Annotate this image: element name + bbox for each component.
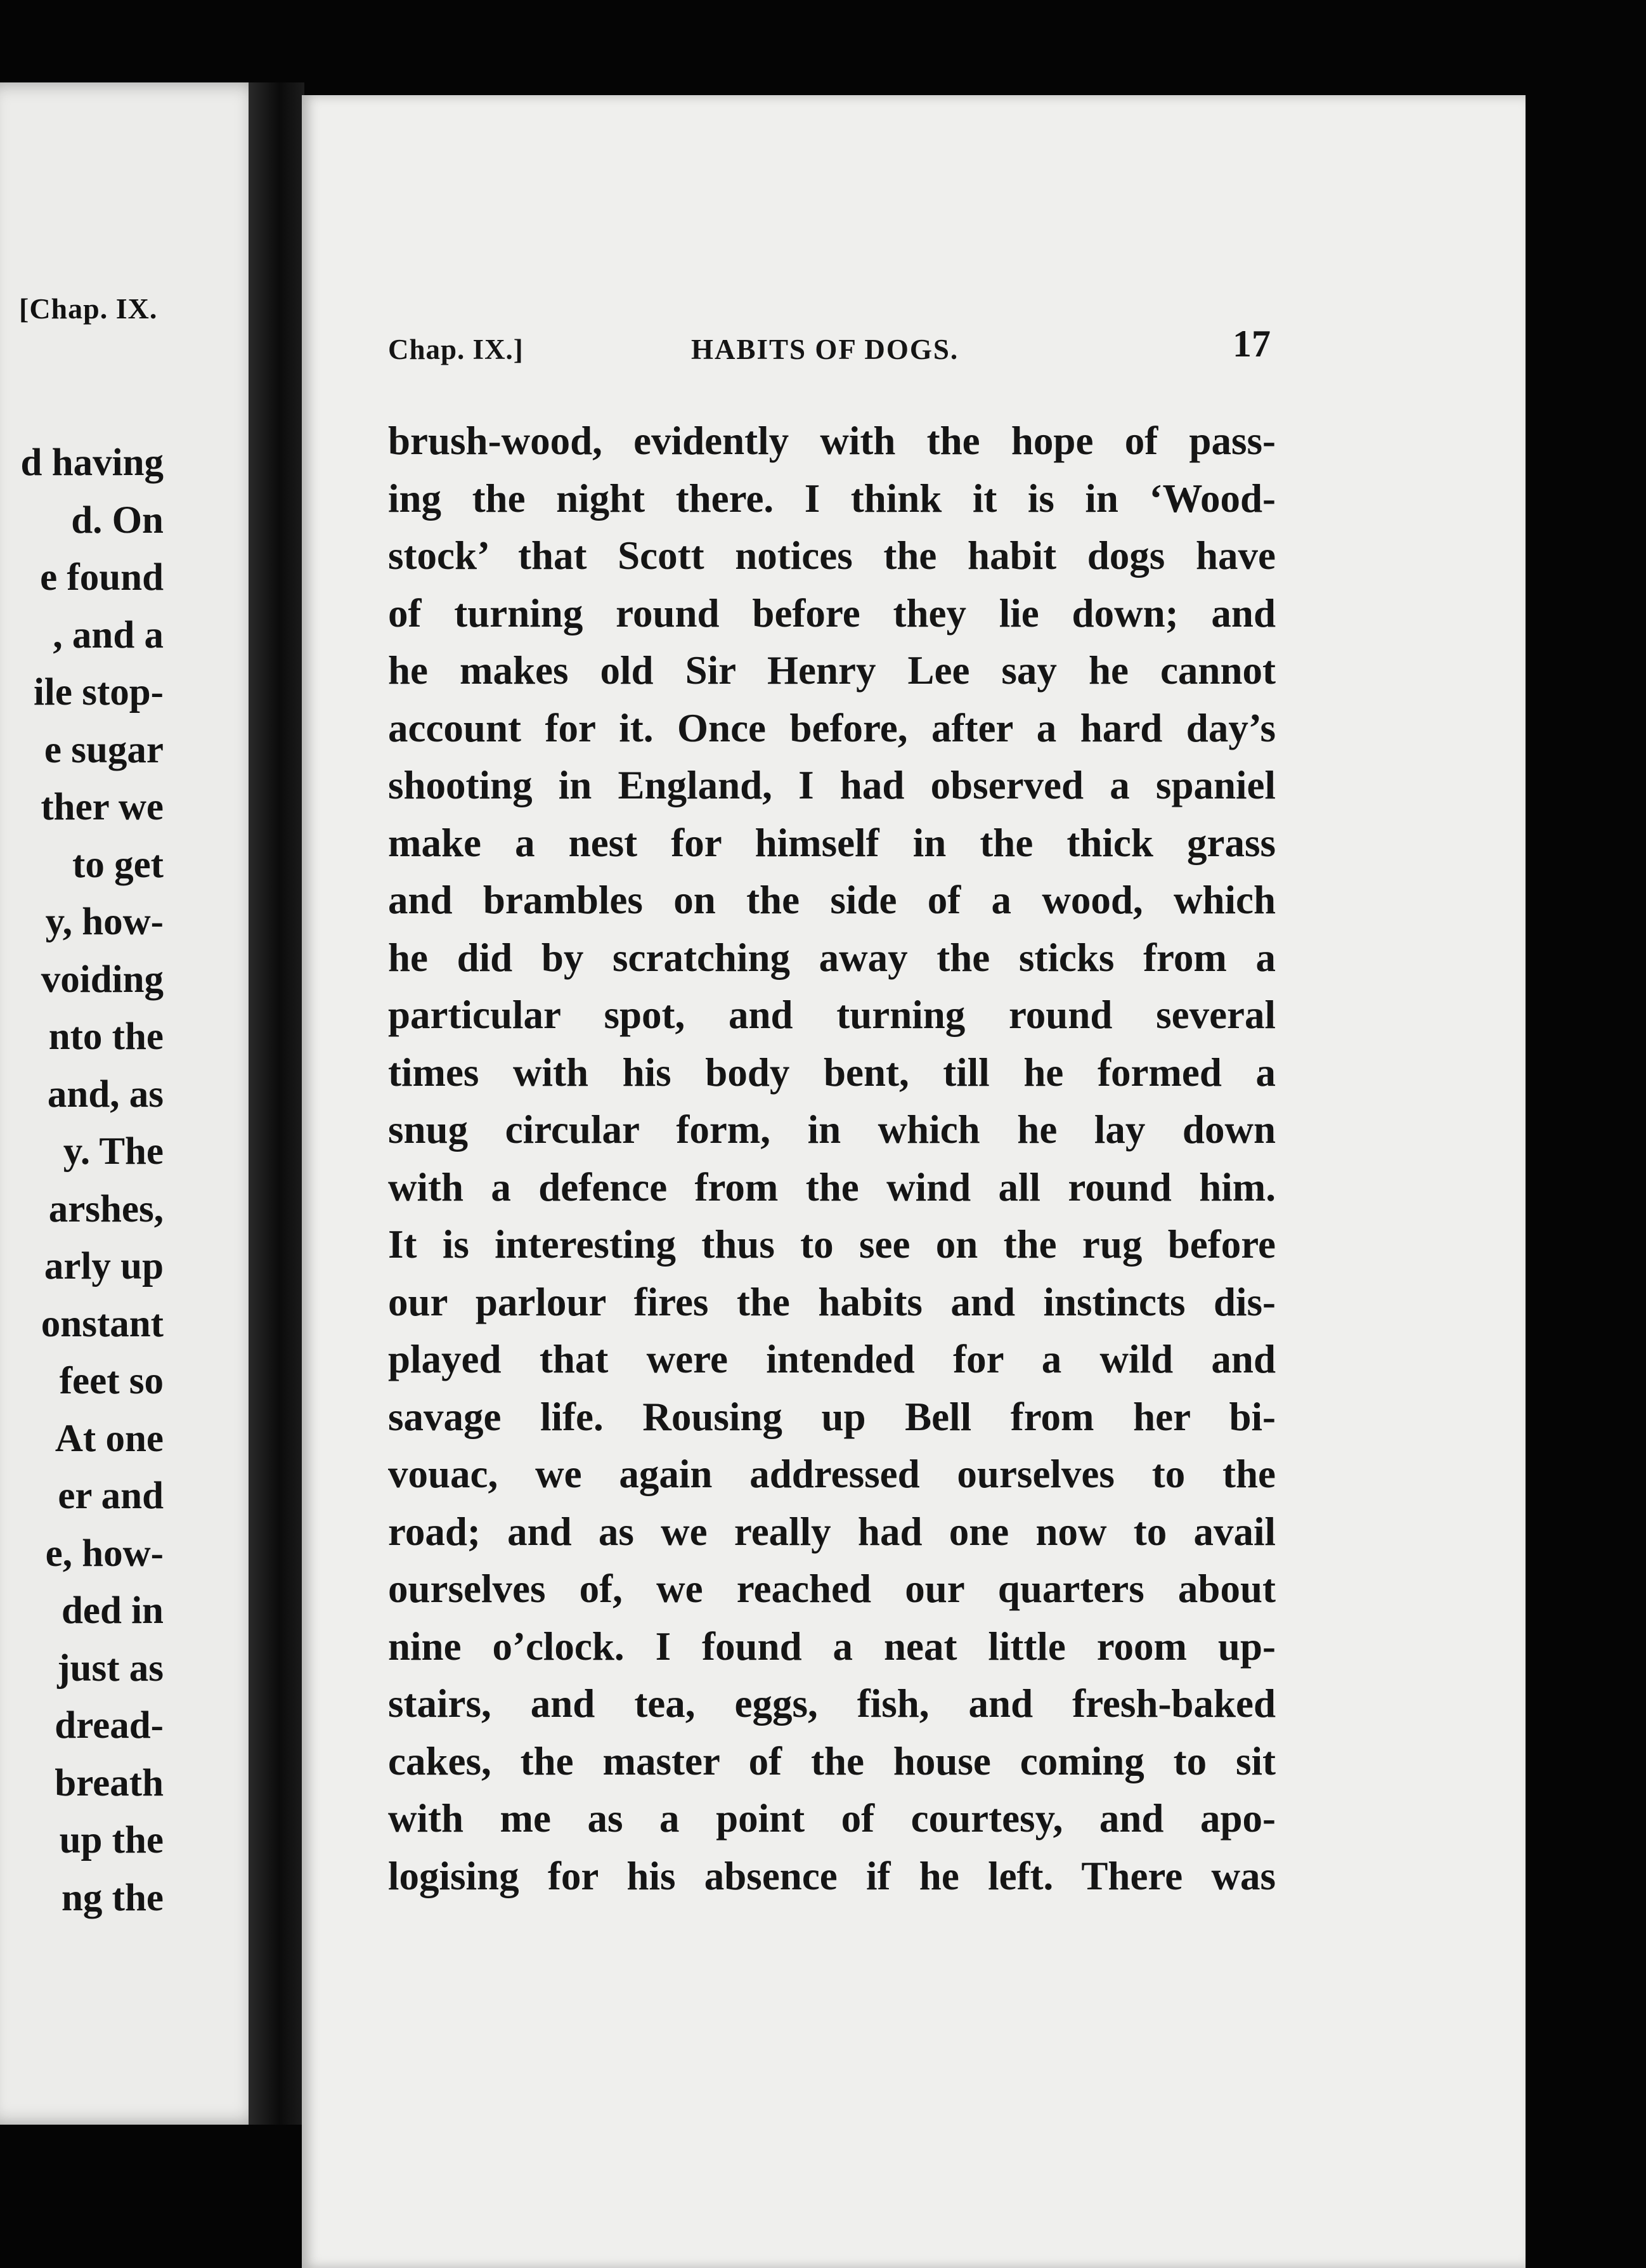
text-line: It is interesting thus to see on the rug before: [388, 1222, 1276, 1267]
text-line: ile stop-: [33, 671, 164, 714]
left-page-text: [0, 434, 164, 1927]
text-line: savage life. Rousing up Bell from her bi-: [388, 1394, 1276, 1439]
running-head-chapter: Chap. IX.]: [388, 334, 524, 365]
body-text: [388, 412, 1276, 1905]
text-line: just as: [57, 1646, 164, 1690]
text-line: vouac, we again addressed ourselves to the: [388, 1452, 1276, 1496]
page-number: 17: [1233, 323, 1271, 365]
text-line: of turning round before they lie down; and: [388, 590, 1276, 635]
text-line: stock’ that Scott notices the habit dogs have: [388, 533, 1276, 578]
text-line: er and: [58, 1475, 164, 1517]
text-line: e sugar: [44, 728, 164, 771]
text-line: feet so: [59, 1360, 164, 1402]
text-line: account for it. Once before, after a hard day’s: [388, 705, 1276, 750]
text-line: arshes,: [48, 1187, 164, 1230]
text-line: played that were intended for a wild and: [388, 1337, 1276, 1381]
text-line: d having: [20, 441, 164, 484]
text-line: nine o’clock. I found a neat little room up-: [388, 1624, 1276, 1669]
text-line: e, how-: [45, 1532, 164, 1575]
text-line: e found: [40, 556, 164, 599]
text-line: nto the: [48, 1015, 164, 1058]
right-page: [302, 95, 1526, 2268]
text-line: particular spot, and turning round several: [388, 993, 1276, 1037]
text-line: At one: [55, 1417, 164, 1460]
text-line: and, as: [47, 1072, 164, 1116]
text-line: snug circular form, in which he lay down: [388, 1107, 1276, 1152]
text-line: ourselves of, we reached our quarters about: [388, 1567, 1276, 1611]
text-line: d. On: [71, 499, 164, 542]
text-line: arly up: [44, 1245, 164, 1287]
text-line: times with his body bent, till he formed a: [388, 1050, 1276, 1095]
text-line: ded in: [61, 1589, 164, 1632]
text-line: shooting in England, I had observed a spaniel: [388, 763, 1276, 807]
text-line: up the: [59, 1819, 164, 1861]
text-line: , and a: [53, 613, 164, 656]
text-line: y. The: [63, 1130, 164, 1173]
book-gutter: [249, 82, 304, 2125]
text-line: logising for his absence if he left. There was: [388, 1853, 1276, 1898]
text-line: and brambles on the side of a wood, which: [388, 878, 1276, 922]
text-line: make a nest for himself in the thick grass: [388, 820, 1276, 865]
text-line: y, how-: [45, 901, 164, 943]
left-page-running-head: [Chap. IX.: [19, 292, 158, 325]
text-line: cakes, the master of the house coming to sit: [388, 1738, 1276, 1783]
text-line: voiding: [41, 958, 164, 1001]
text-line: with a defence from the wind all round him.: [388, 1164, 1276, 1209]
text-line: ther we: [41, 786, 164, 828]
left-page: [0, 82, 266, 2125]
text-line: he makes old Sir Henry Lee say he cannot: [388, 648, 1276, 693]
text-line: onstant: [41, 1302, 164, 1345]
text-line: road; and as we really had one now to avail: [388, 1509, 1276, 1554]
running-head-title: HABITS OF DOGS.: [691, 334, 959, 365]
text-line: ing the night there. I think it is in ‘Wood-: [388, 476, 1276, 521]
text-line: stairs, and tea, eggs, fish, and fresh-baked: [388, 1681, 1276, 1726]
text-line: to get: [72, 843, 164, 886]
text-line: breath: [55, 1761, 164, 1804]
text-line: he did by scratching away the sticks from a: [388, 935, 1276, 980]
text-line: brush-wood, evidently with the hope of pass-: [388, 419, 1276, 463]
text-line: our parlour fires the habits and instincts dis-: [388, 1279, 1276, 1324]
text-line: with me as a point of courtesy, and apo-: [388, 1796, 1276, 1841]
text-line: dread-: [55, 1704, 164, 1747]
text-line: ng the: [62, 1876, 164, 1919]
